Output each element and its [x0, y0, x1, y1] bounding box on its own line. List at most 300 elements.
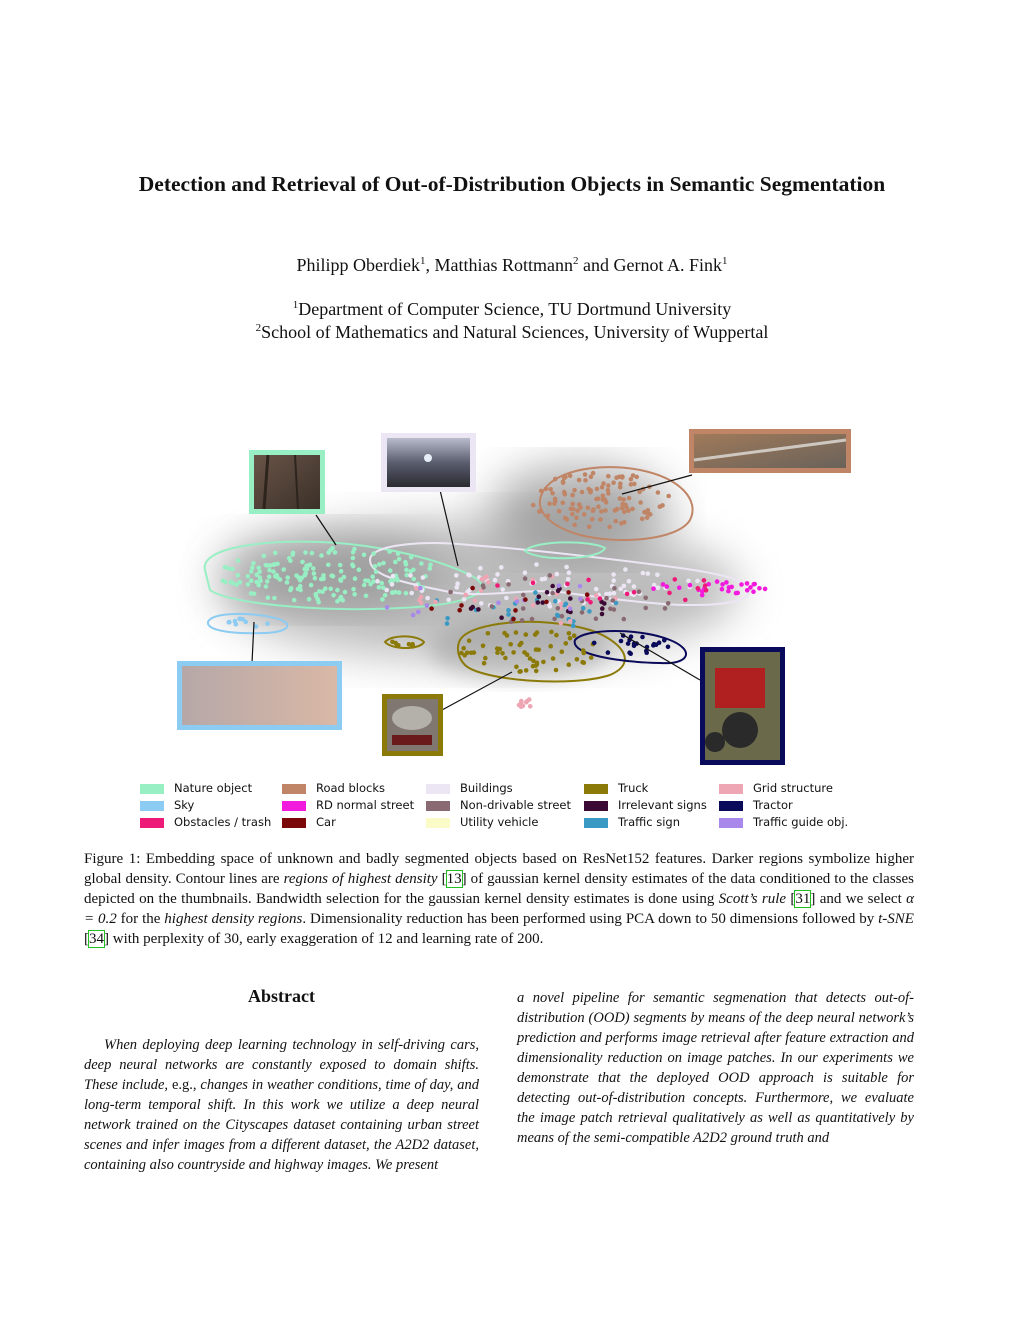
scatter-point — [724, 580, 729, 585]
scatter-point — [467, 638, 472, 643]
legend-item — [719, 780, 833, 796]
citation-link[interactable]: 34 — [89, 931, 104, 947]
scatter-point — [569, 506, 574, 511]
scatter-point — [580, 490, 585, 495]
legend-swatch — [426, 801, 450, 811]
scatter-point — [314, 594, 319, 599]
scatter-point — [506, 608, 511, 613]
scatter-point — [486, 631, 491, 636]
scatter-point — [604, 592, 609, 597]
legend-item — [584, 814, 680, 830]
scatter-point — [660, 503, 665, 508]
scatter-point — [373, 564, 378, 569]
scatter-point — [236, 573, 241, 578]
author-name: Philipp Oberdiek — [296, 255, 420, 275]
scatter-point — [683, 598, 688, 603]
scatter-point — [478, 566, 483, 571]
scatter-point — [673, 577, 678, 582]
scatter-point — [312, 571, 317, 576]
legend-swatch — [584, 784, 608, 794]
scatter-point — [407, 642, 412, 647]
scatter-point — [557, 583, 562, 588]
scatter-point — [643, 596, 648, 601]
scatter-point — [580, 610, 585, 615]
scatter-point — [552, 617, 557, 622]
scatter-point — [601, 494, 606, 499]
scatter-point — [466, 572, 471, 577]
scatter-point — [700, 593, 705, 598]
scatter-point — [638, 500, 643, 505]
scatter-point — [640, 517, 645, 522]
scatter-point — [541, 660, 546, 665]
scatter-point — [353, 576, 358, 581]
caption-text: . Dimensionality reduction has been performed using PCA down to 50 dimensions followed by — [302, 911, 879, 927]
caption-math: α = 0.2 — [84, 891, 914, 927]
scatter-point — [606, 650, 611, 655]
scatter-point — [404, 591, 409, 596]
legend-label: Non-drivable street — [460, 798, 572, 812]
scatter-point — [620, 506, 625, 511]
scatter-point — [591, 471, 596, 476]
scatter-point — [598, 517, 603, 522]
scatter-point — [511, 650, 516, 655]
scatter-point — [411, 568, 416, 573]
scatter-point — [575, 657, 580, 662]
scatter-point — [564, 565, 569, 570]
scatter-point — [726, 589, 731, 594]
author-list — [0, 255, 1024, 276]
scatter-point — [381, 561, 386, 566]
scatter-point — [531, 503, 536, 508]
scatter-point — [688, 583, 693, 588]
legend-swatch — [584, 801, 608, 811]
scatter-point — [326, 563, 331, 568]
scatter-point — [544, 487, 549, 492]
scatter-point — [703, 583, 708, 588]
scatter-point — [604, 500, 609, 505]
scatter-point — [300, 560, 305, 565]
scatter-point — [311, 566, 316, 571]
scatter-point — [393, 560, 398, 565]
scatter-point — [614, 475, 619, 480]
scatter-point — [587, 524, 592, 529]
scatter-point — [234, 622, 239, 627]
scatter-point — [267, 574, 272, 579]
scatter-point — [517, 643, 522, 648]
legend-swatch — [584, 818, 608, 828]
scatter-point — [585, 597, 590, 602]
scatter-point — [613, 508, 618, 513]
scatter-point — [567, 662, 572, 667]
scatter-point — [537, 509, 542, 514]
scatter-point — [380, 597, 385, 602]
legend-label: RD normal street — [316, 798, 415, 812]
scatter-point — [548, 573, 553, 578]
scatter-point — [618, 481, 623, 486]
scatter-point — [582, 512, 587, 517]
scatter-point — [524, 668, 529, 673]
scatter-point — [600, 612, 605, 617]
scatter-point — [524, 632, 529, 637]
scatter-point — [470, 586, 475, 591]
scatter-point — [481, 585, 486, 590]
scatter-point — [445, 621, 450, 626]
scatter-point — [523, 570, 528, 575]
scatter-point — [560, 614, 565, 619]
scatter-point — [249, 578, 254, 583]
abstract-heading: Abstract — [248, 986, 315, 1006]
scatter-point — [520, 618, 525, 623]
scatter-point — [550, 584, 555, 589]
figure-legend — [140, 780, 900, 832]
scatter-point — [656, 490, 661, 495]
scatter-point — [551, 656, 556, 661]
scatter-point — [490, 604, 495, 609]
scatter-point — [351, 550, 356, 555]
scatter-point — [704, 588, 709, 593]
scatter-point — [472, 650, 477, 655]
scatter-point — [618, 587, 623, 592]
scatter-point — [574, 515, 579, 520]
scatter-point — [303, 571, 308, 576]
scatter-point — [567, 631, 572, 636]
scatter-point — [751, 589, 756, 594]
scatter-point — [591, 508, 596, 513]
scatter-point — [499, 565, 504, 570]
scatter-point — [571, 624, 576, 629]
scatter-point — [565, 582, 570, 587]
scatter-point — [388, 568, 393, 573]
scatter-point — [666, 645, 671, 650]
scatter-point — [537, 594, 542, 599]
scatter-point — [629, 477, 634, 482]
scatter-point — [417, 598, 422, 603]
scatter-point — [666, 601, 671, 606]
scatter-point — [462, 653, 467, 658]
legend-item — [282, 780, 385, 796]
citation-link[interactable]: 31 — [795, 891, 811, 907]
scatter-point — [481, 644, 486, 649]
author-separator: and — [578, 255, 614, 275]
scatter-point — [641, 571, 646, 576]
scatter-point — [339, 569, 344, 574]
scatter-point — [581, 606, 586, 611]
scatter-point — [561, 479, 566, 484]
scatter-point — [528, 704, 533, 709]
scatter-point — [629, 482, 634, 487]
scatter-point — [523, 597, 528, 602]
scatter-point — [428, 566, 433, 571]
scatter-point — [273, 574, 278, 579]
scatter-point — [589, 655, 594, 660]
scatter-point — [385, 605, 390, 610]
scatter-point — [594, 497, 599, 502]
scatter-point — [377, 562, 382, 567]
scatter-point — [651, 586, 656, 591]
scatter-point — [511, 617, 516, 622]
legend-label: Car — [316, 815, 336, 829]
scatter-point — [514, 665, 519, 670]
scatter-point — [553, 499, 558, 504]
caption-text: for the — [116, 911, 165, 927]
scatter-point — [612, 607, 617, 612]
scatter-point — [425, 603, 430, 608]
legend-item — [426, 814, 538, 830]
scatter-point — [236, 558, 241, 563]
scatter-point — [619, 639, 624, 644]
scatter-point — [626, 508, 631, 513]
legend-swatch — [140, 818, 164, 828]
scatter-point — [566, 577, 571, 582]
scatter-point — [309, 583, 314, 588]
scatter-point — [503, 656, 508, 661]
scatter-point — [271, 569, 276, 574]
caption-emph: Scott’s rule — [718, 891, 787, 907]
scatter-point — [566, 590, 571, 595]
scatter-point — [562, 490, 567, 495]
abstract-text: When deploying deep learning technology in self-driving cars, deep neural networks are constantly exposed to domain shifts. These include, — [84, 1037, 479, 1093]
scatter-point — [473, 599, 478, 604]
scatter-point — [602, 601, 607, 606]
scatter-point — [598, 596, 603, 601]
scatter-point — [264, 563, 269, 568]
scatter-point — [316, 600, 321, 605]
scatter-point — [560, 649, 565, 654]
scatter-point — [611, 480, 616, 485]
scatter-point — [531, 603, 536, 608]
scatter-point — [419, 561, 424, 566]
author-affil-mark: 2 — [572, 255, 579, 267]
scatter-point — [421, 575, 426, 580]
scatter-point — [568, 619, 573, 624]
scatter-point — [570, 493, 575, 498]
scatter-point — [604, 596, 609, 601]
scatter-point — [302, 567, 307, 572]
scatter-point — [267, 568, 272, 573]
scatter-point — [425, 596, 430, 601]
caption-text: [ — [84, 931, 89, 947]
scatter-point — [578, 597, 583, 602]
scatter-point — [508, 642, 513, 647]
scatter-point — [396, 643, 401, 648]
legend-swatch — [719, 784, 743, 794]
legend-item — [584, 780, 648, 796]
scatter-point — [666, 494, 671, 499]
scatter-point — [632, 644, 637, 649]
scatter-point — [397, 557, 402, 562]
scatter-point — [595, 487, 600, 492]
scatter-point — [262, 554, 267, 559]
scatter-point — [517, 669, 522, 674]
caption-text: [ — [437, 871, 447, 887]
scatter-point — [622, 510, 627, 515]
scatter-point — [396, 551, 401, 556]
scatter-point — [342, 575, 347, 580]
citation-link[interactable]: 13 — [446, 871, 462, 887]
scatter-point — [390, 578, 395, 583]
scatter-point — [238, 580, 243, 585]
scatter-point — [338, 563, 343, 568]
scatter-point — [411, 613, 416, 618]
scatter-point — [265, 579, 270, 584]
thumbnail-nature — [249, 450, 325, 514]
scatter-point — [448, 590, 453, 595]
scatter-point — [637, 490, 642, 495]
affil-number: 2 — [255, 322, 262, 334]
scatter-point — [590, 517, 595, 522]
scatter-point — [486, 580, 491, 585]
caption-emph: regions of highest density — [283, 871, 438, 887]
scatter-point — [288, 558, 293, 563]
scatter-point — [594, 593, 599, 598]
legend-item — [140, 797, 194, 813]
scatter-point — [390, 582, 395, 587]
abstract-column-left — [84, 1035, 479, 1175]
scatter-point — [582, 660, 587, 665]
caption-text: ] and we select — [810, 891, 907, 907]
scatter-point — [483, 656, 488, 661]
scatter-point — [256, 566, 261, 571]
legend-label: Sky — [174, 798, 195, 812]
scatter-point — [375, 579, 380, 584]
scatter-point — [362, 553, 367, 558]
legend-label: Grid structure — [753, 781, 833, 795]
scatter-point — [395, 577, 400, 582]
scatter-point — [572, 633, 577, 638]
scatter-point — [272, 596, 277, 601]
scatter-point — [294, 573, 299, 578]
legend-item — [584, 797, 707, 813]
scatter-point — [567, 570, 572, 575]
scatter-point — [632, 590, 637, 595]
scatter-point — [303, 550, 308, 555]
paper-title: Detection and Retrieval of Out-of-Distribution Objects in Semantic Segmentation — [138, 172, 886, 196]
scatter-point — [496, 601, 501, 606]
scatter-point — [351, 587, 356, 592]
scatter-point — [414, 586, 419, 591]
author-name: Matthias Rottmann — [434, 255, 573, 275]
scatter-point — [254, 572, 259, 577]
scatter-point — [384, 588, 389, 593]
scatter-point — [594, 587, 599, 592]
scatter-point — [637, 589, 642, 594]
scatter-point — [622, 617, 627, 622]
legend-label: Traffic guide obj. — [753, 815, 849, 829]
scatter-point — [570, 502, 575, 507]
legend-label: Traffic sign — [618, 815, 680, 829]
scatter-point — [554, 633, 559, 638]
scatter-point — [572, 488, 577, 493]
scatter-point — [531, 581, 536, 586]
scatter-point — [614, 519, 619, 524]
legend-label: Truck — [618, 781, 649, 795]
scatter-point — [412, 577, 417, 582]
legend-swatch — [140, 801, 164, 811]
scatter-point — [310, 551, 315, 556]
scatter-point — [231, 581, 236, 586]
scatter-point — [363, 578, 368, 583]
scatter-point — [745, 581, 750, 586]
scatter-point — [351, 556, 356, 561]
scatter-point — [445, 616, 450, 621]
abstract-text: e.g. — [171, 1077, 193, 1093]
scatter-point — [480, 577, 485, 582]
scatter-point — [534, 663, 539, 668]
scatter-point — [734, 591, 739, 596]
scatter-point — [374, 569, 379, 574]
scatter-point — [506, 582, 511, 587]
author-name: Gernot A. Fink — [613, 255, 722, 275]
scatter-point — [606, 491, 611, 496]
scatter-point — [285, 575, 290, 580]
scatter-point — [564, 641, 569, 646]
scatter-point — [495, 650, 500, 655]
legend-swatch — [719, 801, 743, 811]
scatter-point — [606, 483, 611, 488]
scatter-point — [482, 661, 487, 666]
scatter-point — [223, 565, 228, 570]
scatter-point — [620, 502, 625, 507]
scatter-point — [331, 574, 336, 579]
scatter-point — [596, 504, 601, 509]
scatter-point — [408, 573, 413, 578]
scatter-point — [548, 487, 553, 492]
scatter-point — [601, 481, 606, 486]
scatter-point — [335, 588, 340, 593]
scatter-point — [462, 597, 467, 602]
scatter-point — [352, 592, 357, 597]
scatter-point — [433, 600, 438, 605]
legend-swatch — [140, 784, 164, 794]
scatter-point — [643, 606, 648, 611]
scatter-point — [429, 606, 434, 611]
scatter-point — [634, 475, 639, 480]
scatter-point — [525, 699, 530, 704]
scatter-point — [321, 573, 326, 578]
scatter-point — [644, 650, 649, 655]
scatter-point — [275, 562, 280, 567]
scatter-point — [457, 608, 462, 613]
scatter-point — [627, 579, 632, 584]
scatter-point — [661, 582, 666, 587]
scatter-point — [461, 646, 466, 651]
scatter-point — [640, 635, 645, 640]
scatter-point — [339, 595, 344, 600]
scatter-point — [493, 578, 498, 583]
scatter-point — [587, 609, 592, 614]
scatter-point — [416, 610, 421, 615]
embedding-figure — [0, 420, 1024, 840]
scatter-point — [559, 621, 564, 626]
scatter-point — [522, 650, 527, 655]
scatter-point — [575, 509, 580, 514]
author-affil-mark: 1 — [419, 255, 426, 267]
legend-item — [282, 814, 336, 830]
scatter-point — [539, 489, 544, 494]
scatter-point — [515, 599, 520, 604]
scatter-point — [677, 585, 682, 590]
scatter-point — [308, 562, 313, 567]
scatter-point — [502, 631, 507, 636]
scatter-point — [364, 594, 369, 599]
scatter-point — [739, 582, 744, 587]
caption-emph: highest density regions — [164, 911, 303, 927]
scatter-point — [657, 640, 662, 645]
scatter-point — [627, 496, 632, 501]
scatter-point — [264, 584, 269, 589]
scatter-point — [550, 491, 555, 496]
legend-item — [426, 780, 513, 796]
